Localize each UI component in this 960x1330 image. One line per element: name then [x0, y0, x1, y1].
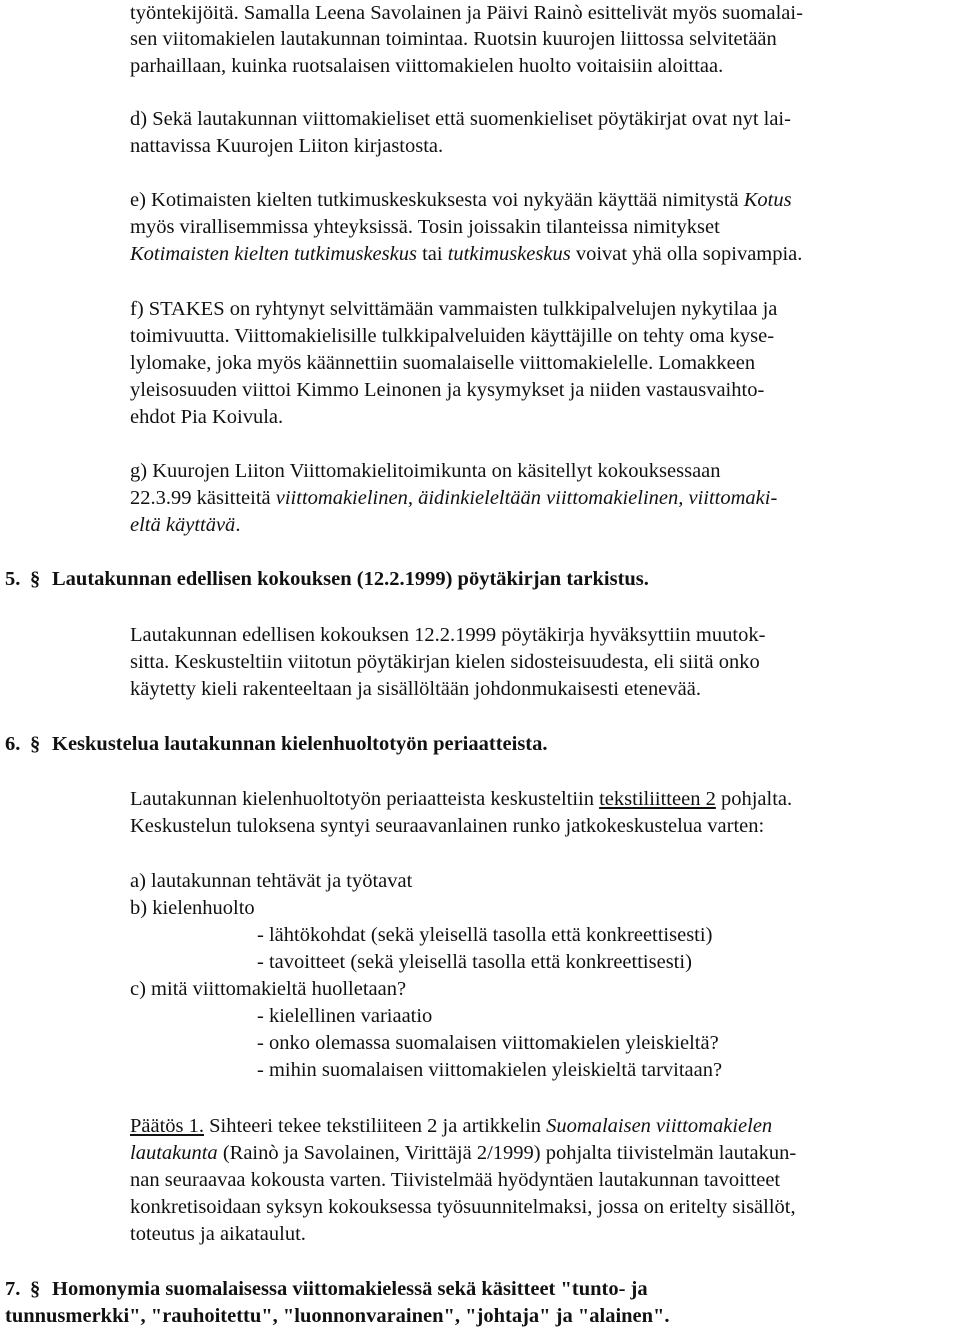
outline-item: a) lautakunnan tehtävät ja työtavat — [130, 870, 413, 892]
text-line: parhaillaan, kuinka ruotsalaisen viittomakielen huolto voitaisiin aloittaa. — [130, 55, 724, 77]
text-line — [130, 241, 802, 268]
text-line: ehdot Pia Koivula. — [130, 406, 284, 428]
section-title: Lautakunnan edellisen kokouksen (12.2.1999) pöytäkirjan tarkistus. — [52, 568, 649, 590]
outline-subitem: - mihin suomalaisen viittomakielen yleiskieltä tarvitaan? — [257, 1059, 723, 1081]
text-line: lylomake, joka myös käännettiin suomalaiselle viittomakielelle. Lomakkeen — [130, 352, 756, 374]
italic-term: viittomakielinen, äidinkieleltään viittomakielinen, viittomaki- — [275, 487, 778, 509]
outline-subitem: - kielellinen variaatio — [257, 1005, 433, 1027]
text-line — [130, 512, 240, 539]
section-number: 7. — [5, 1278, 21, 1300]
text-line — [130, 485, 777, 512]
text-line: g) Kuurojen Liiton Viittomakielitoimikunta on käsitellyt kokouksessaan — [130, 460, 721, 482]
outline-item: b) kielenhuolto — [130, 897, 255, 919]
text-line: sen viitomakielen lautakunnan toimintaa. Ruotsin kuurojen liittossa selvitetään — [130, 28, 777, 50]
outline-subitem: - lähtökohdat (sekä yleisellä tasolla että konkreettisesti) — [257, 924, 713, 946]
section-symbol: § — [30, 568, 41, 590]
section-symbol: § — [30, 1278, 41, 1300]
text-line: työntekijöitä. Samalla Leena Savolainen ja Päivi Rainò esittelivät myös suomalai- — [130, 2, 803, 24]
text-line — [130, 786, 792, 813]
text-line — [130, 187, 792, 214]
text-line — [130, 1140, 796, 1167]
text-span: voivat yhä olla sopivampia. — [570, 243, 803, 265]
text-span: tai — [416, 243, 448, 265]
decision-label: Päätös 1. — [130, 1115, 205, 1137]
text-span: pohjalta. — [715, 788, 793, 810]
text-line: yleisosuuden viittoi Kimmo Leinonen ja kysymykset ja niiden vastausvaihto- — [130, 379, 765, 401]
text-line: toteutus ja aikataulut. — [130, 1223, 306, 1245]
text-span: e) Kotimaisten kielten tutkimuskeskuksesta voi nykyään käyttää nimitystä — [130, 189, 744, 211]
text-line — [130, 1113, 772, 1140]
italic-term: Kotimaisten kielten tutkimuskeskus — [130, 243, 417, 265]
text-span: 22.3.99 käsitteitä — [130, 487, 276, 509]
section-title: Homonymia suomalaisessa viittomakielessä sekä käsitteet "tunto- ja — [52, 1278, 648, 1300]
text-line: myös virallisemmissa yhteyksissä. Tosin joissakin tilanteissa nimitykset — [130, 216, 720, 238]
attachment-link[interactable]: tekstiliitteen 2 — [599, 788, 716, 810]
text-line: käytetty kieli rakenteeltaan ja sisällöltään johdonmukaisesti etenevää. — [130, 678, 701, 700]
section-title: Keskustelua lautakunnan kielenhuoltotyön periaatteista. — [52, 733, 548, 755]
section-symbol: § — [30, 733, 41, 755]
text-line: nan seuraavaa kokousta varten. Tiivistelmää hyödyntäen lautakunnan tavoitteet — [130, 1169, 781, 1191]
text-line: konkretisoidaan syksyn kokouksessa työsuunnitelmaksi, jossa on eritelty sisällöt, — [130, 1196, 796, 1218]
italic-term: Suomalaisen viittomakielen — [546, 1115, 773, 1137]
outline-subitem: - onko olemassa suomalaisen viittomakielen yleiskieltä? — [257, 1032, 719, 1054]
text-span: (Rainò ja Savolainen, Virittäjä 2/1999) pohjalta tiivistelmän lautakun- — [217, 1142, 797, 1164]
outline-item: c) mitä viittomakieltä huolletaan? — [130, 978, 407, 1000]
italic-term: lautakunta — [130, 1142, 218, 1164]
text-line: toimivuutta. Viittomakielisille tulkkipalveluiden käyttäjille on tehty oma kyse- — [130, 325, 775, 347]
text-span: Sihteeri tekee tekstiliiteen 2 ja artikkelin — [204, 1115, 547, 1137]
text-line: d) Sekä lautakunnan viittomakieliset että suomenkieliset pöytäkirjat ovat nyt lai- — [130, 108, 791, 130]
text-line: sitta. Keskusteltiin viitotun pöytäkirjan kielen sidosteisuudesta, eli siitä onko — [130, 651, 760, 673]
text-line: nattavissa Kuurojen Liiton kirjastosta. — [130, 135, 444, 157]
section-number: 5. — [5, 568, 21, 590]
italic-term: Kotus — [743, 189, 792, 211]
text-span: Lautakunnan kielenhuoltotyön periaatteista keskusteltiin — [130, 788, 600, 810]
section-number: 6. — [5, 733, 21, 755]
text-line: Lautakunnan edellisen kokouksen 12.2.1999 pöytäkirja hyväksyttiin muutok- — [130, 624, 766, 646]
section-title-continued: tunnusmerkki", "rauhoitettu", "luonnonvarainen", "johtaja" ja "alainen". — [5, 1305, 670, 1327]
italic-term: eltä käyttävä — [130, 514, 236, 536]
outline-subitem: - tavoitteet (sekä yleisellä tasolla että konkreettisesti) — [257, 951, 692, 973]
italic-term: tutkimuskeskus — [447, 243, 571, 265]
text-line: Keskustelun tuloksena syntyi seuraavanlainen runko jatkokeskustelua varten: — [130, 815, 765, 837]
text-span: . — [235, 514, 241, 536]
text-line: f) STAKES on ryhtynyt selvittämään vammaisten tulkkipalvelujen nykytilaa ja — [130, 298, 778, 320]
